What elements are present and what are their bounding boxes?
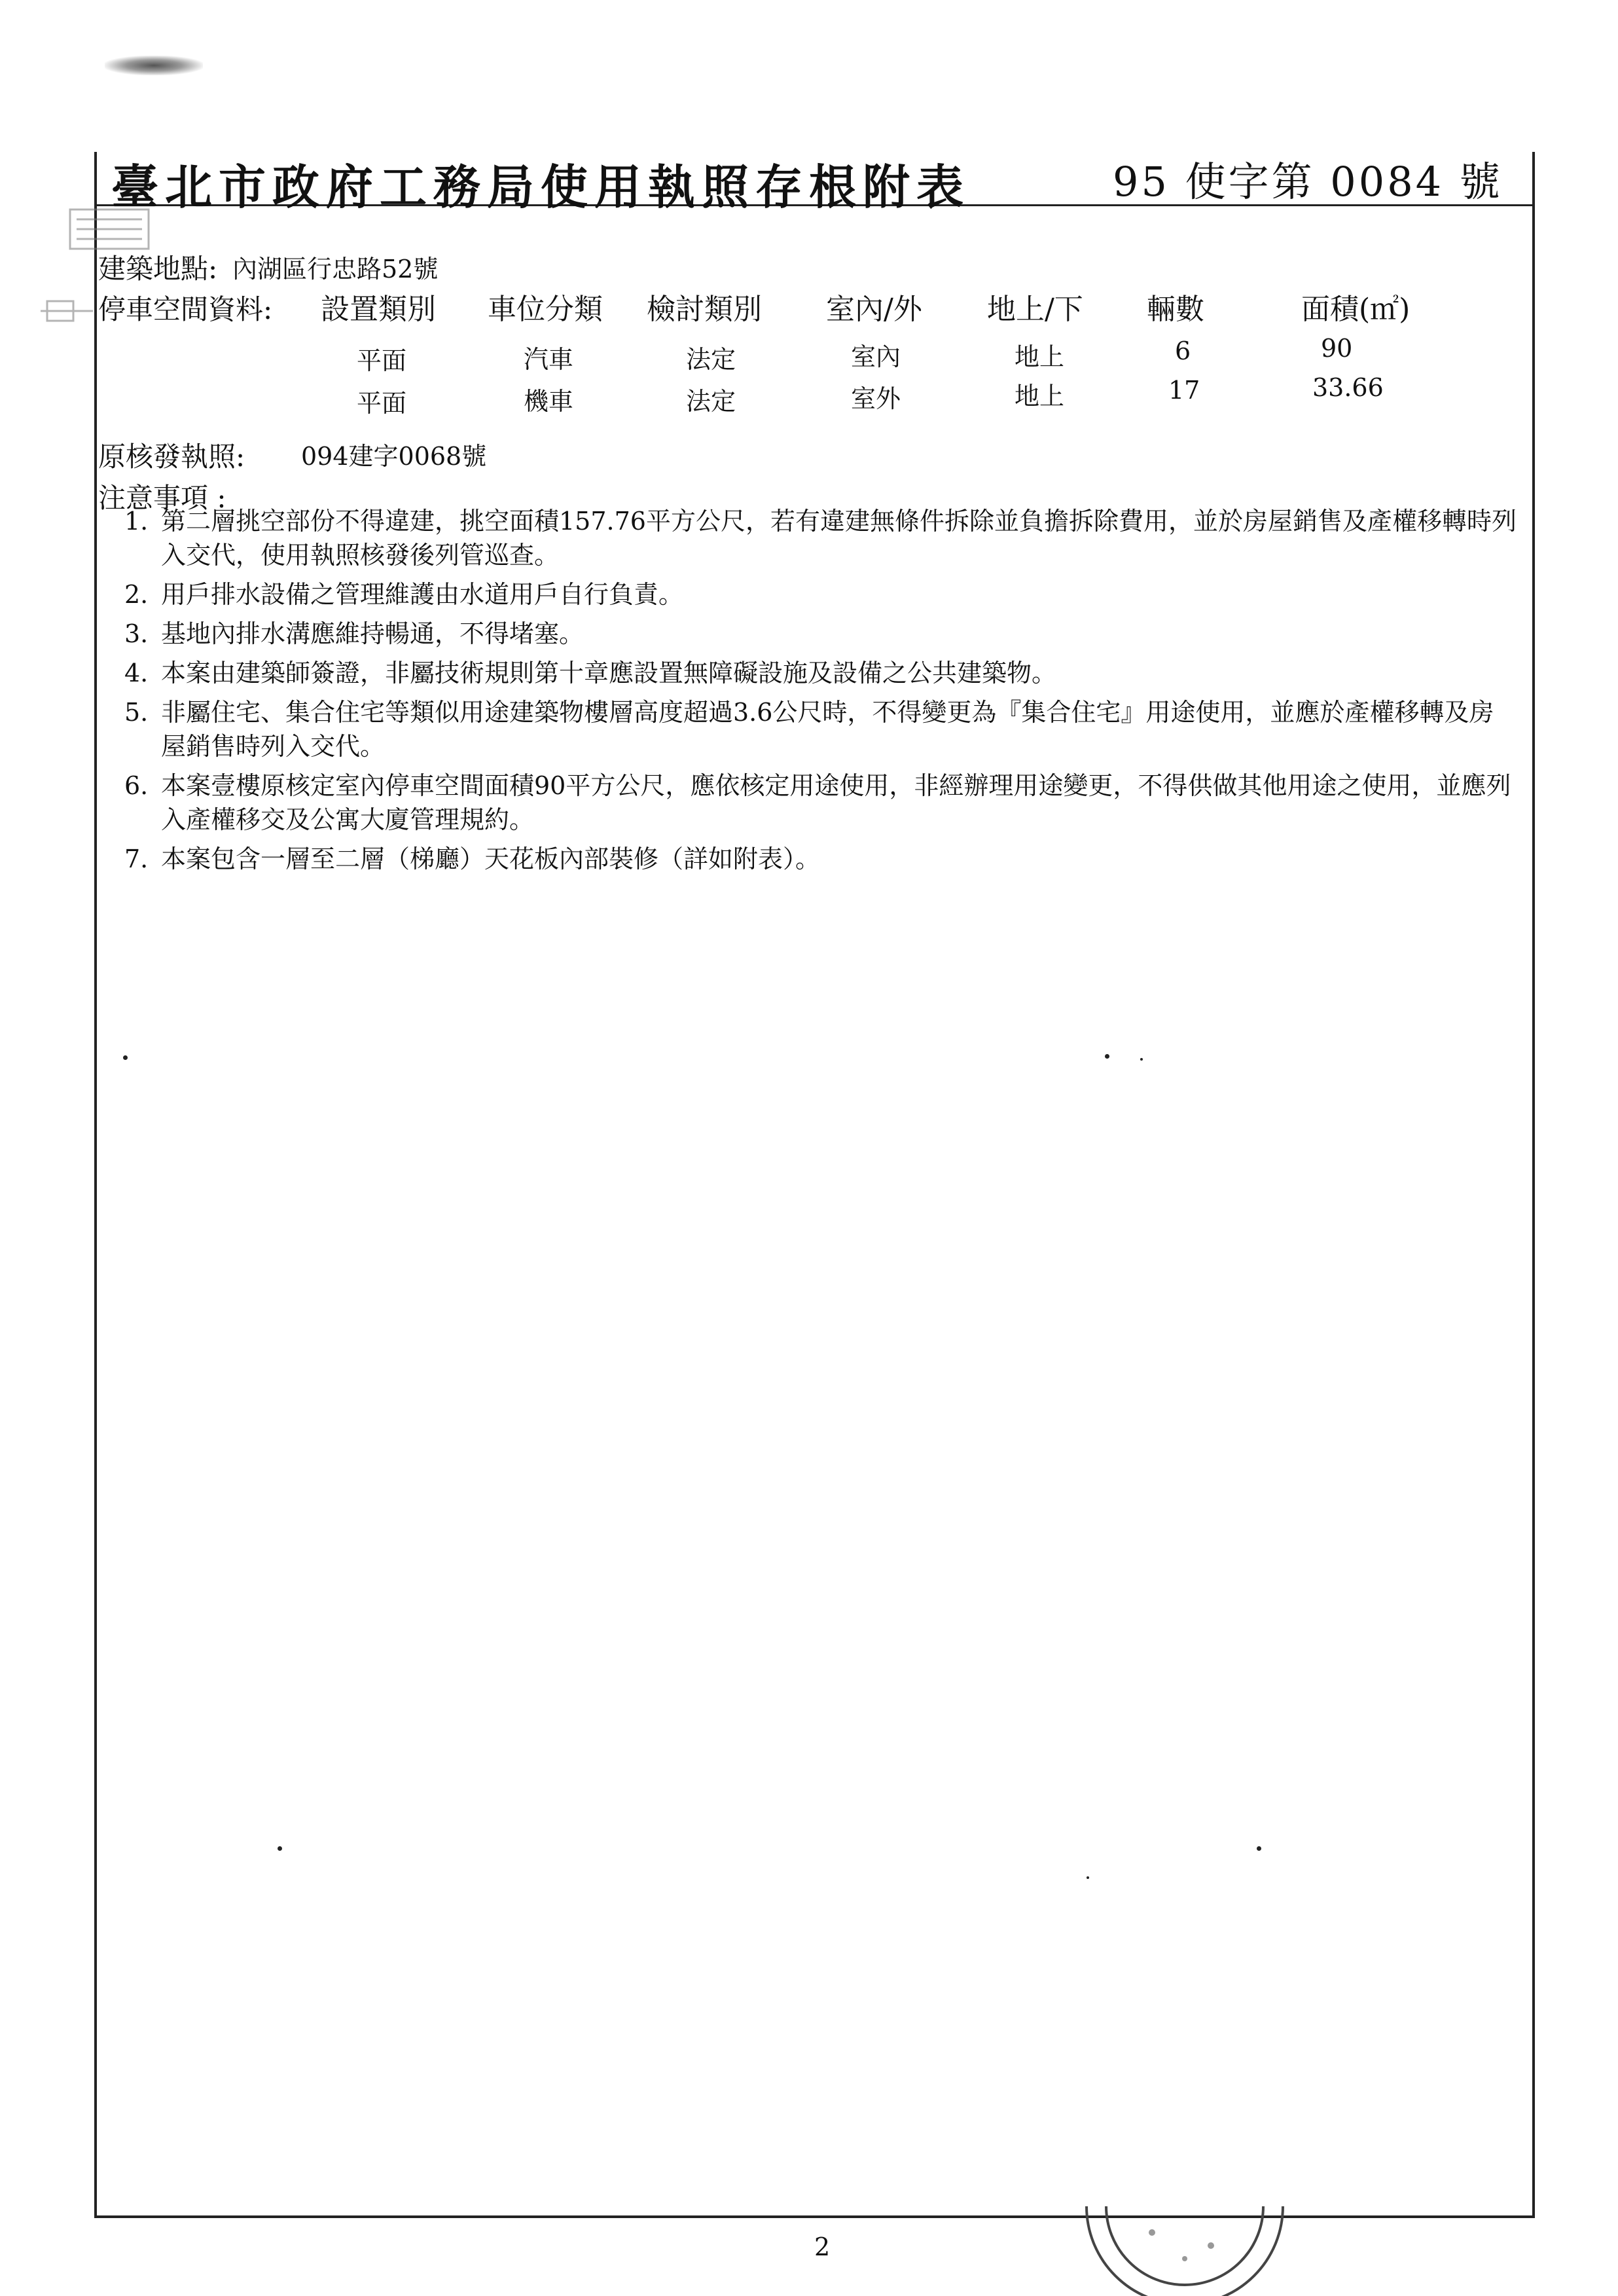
cell-review-class: 法定 <box>686 345 736 374</box>
cell-above-below: 地上 <box>1015 382 1065 410</box>
note-text: 第二層挑空部份不得違建，挑空面積157.76平方公尺，若有違建無條件拆除並負擔拆除費用，並於房屋銷售及產權移轉時列入交代，使用執照核發後列管巡查。 <box>161 507 1517 570</box>
cell-above-below: 地上 <box>1015 342 1065 371</box>
frame-bottom-border <box>94 2215 1535 2218</box>
list-item <box>124 504 1519 572</box>
note-text: 本案由建築師簽證，非屬技術規則第十章應設置無障礙設施及設備之公共建築物。 <box>161 659 1057 687</box>
scan-speck <box>1087 1876 1089 1879</box>
cell-setup-type: 平面 <box>357 389 407 418</box>
note-text: 非屬住宅、集合住宅等類似用途建築物樓層高度超過3.6公尺時，不得變更為『集合住宅』用途使用，並應於產權移轉及房屋銷售時列入交代。 <box>161 698 1494 761</box>
cell-area: 90 <box>1321 334 1353 363</box>
note-text: 本案壹樓原核定室內停車空間面積90平方公尺，應依核定用途使用，非經辦理用途變更，不得供做其他用途之使用，並應列入產權移交及公寓大廈管理規約。 <box>161 771 1511 834</box>
note-number: 2. <box>124 580 149 609</box>
scan-speck <box>123 1055 128 1060</box>
original-permit-label: 原核發執照: <box>98 441 245 473</box>
list-item <box>124 695 1519 763</box>
note-number: 4. <box>124 659 149 687</box>
note-number: 1. <box>124 507 149 536</box>
scan-speck <box>1140 1058 1143 1061</box>
col-header-review-class: 檢討類別 <box>647 293 762 326</box>
cell-area: 33.66 <box>1312 373 1384 402</box>
frame-left-border <box>94 152 97 2218</box>
list-item <box>124 577 1519 611</box>
frame-right-border <box>1532 152 1535 2218</box>
col-header-count: 輛數 <box>1147 293 1204 326</box>
note-text: 用戶排水設備之管理維護由水道用戶自行負責。 <box>161 580 684 609</box>
cell-space-class: 汽車 <box>524 345 574 374</box>
site-address: 內湖區行忠路52號 <box>232 255 439 283</box>
cell-space-class: 機車 <box>524 387 574 416</box>
list-item <box>124 656 1519 690</box>
note-text: 本案包含一層至二層（梯廳）天花板內部裝修（詳如附表）。 <box>161 845 821 873</box>
cell-count: 6 <box>1175 337 1191 365</box>
cell-count: 17 <box>1168 376 1200 405</box>
notes-heading: 注意事項 : <box>98 482 226 514</box>
note-number: 5. <box>124 698 149 727</box>
list-item <box>124 842 1519 876</box>
cell-indoor-outdoor: 室外 <box>851 384 901 413</box>
note-number: 7. <box>124 845 149 873</box>
cell-review-class: 法定 <box>686 387 736 416</box>
cell-setup-type: 平面 <box>357 346 407 375</box>
scan-speck <box>278 1846 282 1851</box>
original-permit-number: 094建字0068號 <box>301 442 487 471</box>
note-number: 3. <box>124 619 149 648</box>
parking-label: 停車空間資料: <box>98 293 273 325</box>
scan-speck <box>1257 1846 1261 1851</box>
official-seal-icon <box>1073 2193 1296 2296</box>
note-number: 6. <box>124 771 149 800</box>
document-title: 臺北市政府工務局使用執照存根附表 <box>111 159 971 215</box>
notes-list <box>124 504 1519 881</box>
col-header-above-below: 地上/下 <box>987 293 1083 326</box>
col-header-indoor-outdoor: 室內/外 <box>826 293 922 326</box>
col-header-space-class: 車位分類 <box>488 293 603 326</box>
note-text: 基地內排水溝應維持暢通，不得堵塞。 <box>161 619 584 648</box>
cell-indoor-outdoor: 室內 <box>851 342 901 371</box>
list-item <box>124 769 1519 837</box>
scan-speck <box>1105 1054 1109 1059</box>
page-number: 2 <box>814 2232 831 2261</box>
col-header-setup-type: 設置類別 <box>321 293 436 326</box>
site-label: 建築地點: <box>98 253 218 285</box>
col-header-area: 面積(㎡) <box>1301 293 1411 326</box>
permit-number: 95 使字第 0084 號 <box>1113 158 1503 206</box>
scan-smudge <box>105 56 203 75</box>
list-item <box>124 617 1519 651</box>
